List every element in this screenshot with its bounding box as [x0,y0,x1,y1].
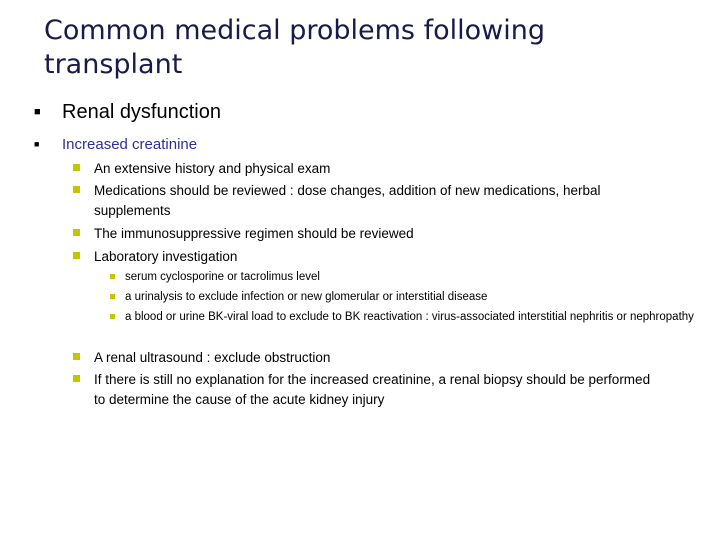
square-bullet-icon [73,164,80,171]
subheading-text: Increased creatinine [62,136,198,153]
square-bullet-icon: ■ [34,139,40,149]
square-bullet-icon [110,294,115,299]
list-item-text: Medications should be reviewed : dose changes, addition of new medications, herbal supplements [94,183,601,218]
square-bullet-icon [73,375,80,382]
square-bullet-icon [73,186,80,193]
square-bullet-icon [73,252,80,259]
list-item-text: A renal ultrasound : exclude obstruction [94,350,331,365]
sub-list-item-text: a blood or urine BK-viral load to exclude to BK reactivation : virus-associated interstitial nephritis or nephropathy [125,311,694,323]
list-item-text: If there is still no explanation for the increased creatinine, a renal biopsy should be performed to determine the cause of the acute kidney injury [94,372,651,407]
square-bullet-icon [110,314,115,319]
list-item-text: Laboratory investigation [94,249,238,264]
list-item-text: An extensive history and physical exam [94,161,331,176]
square-bullet-icon: ■ [34,106,41,118]
sub-list-item-text: serum cyclosporine or tacrolimus level [125,271,320,283]
heading-text: Renal dysfunction [62,101,221,123]
list-item-text: The immunosuppressive regimen should be reviewed [94,226,414,241]
slide-title: Common medical problems following transplant [44,15,545,80]
square-bullet-icon [73,353,80,360]
square-bullet-icon [73,229,80,236]
square-bullet-icon [110,274,115,279]
sub-list-item-text: a urinalysis to exclude infection or new glomerular or interstitial disease [125,291,488,303]
